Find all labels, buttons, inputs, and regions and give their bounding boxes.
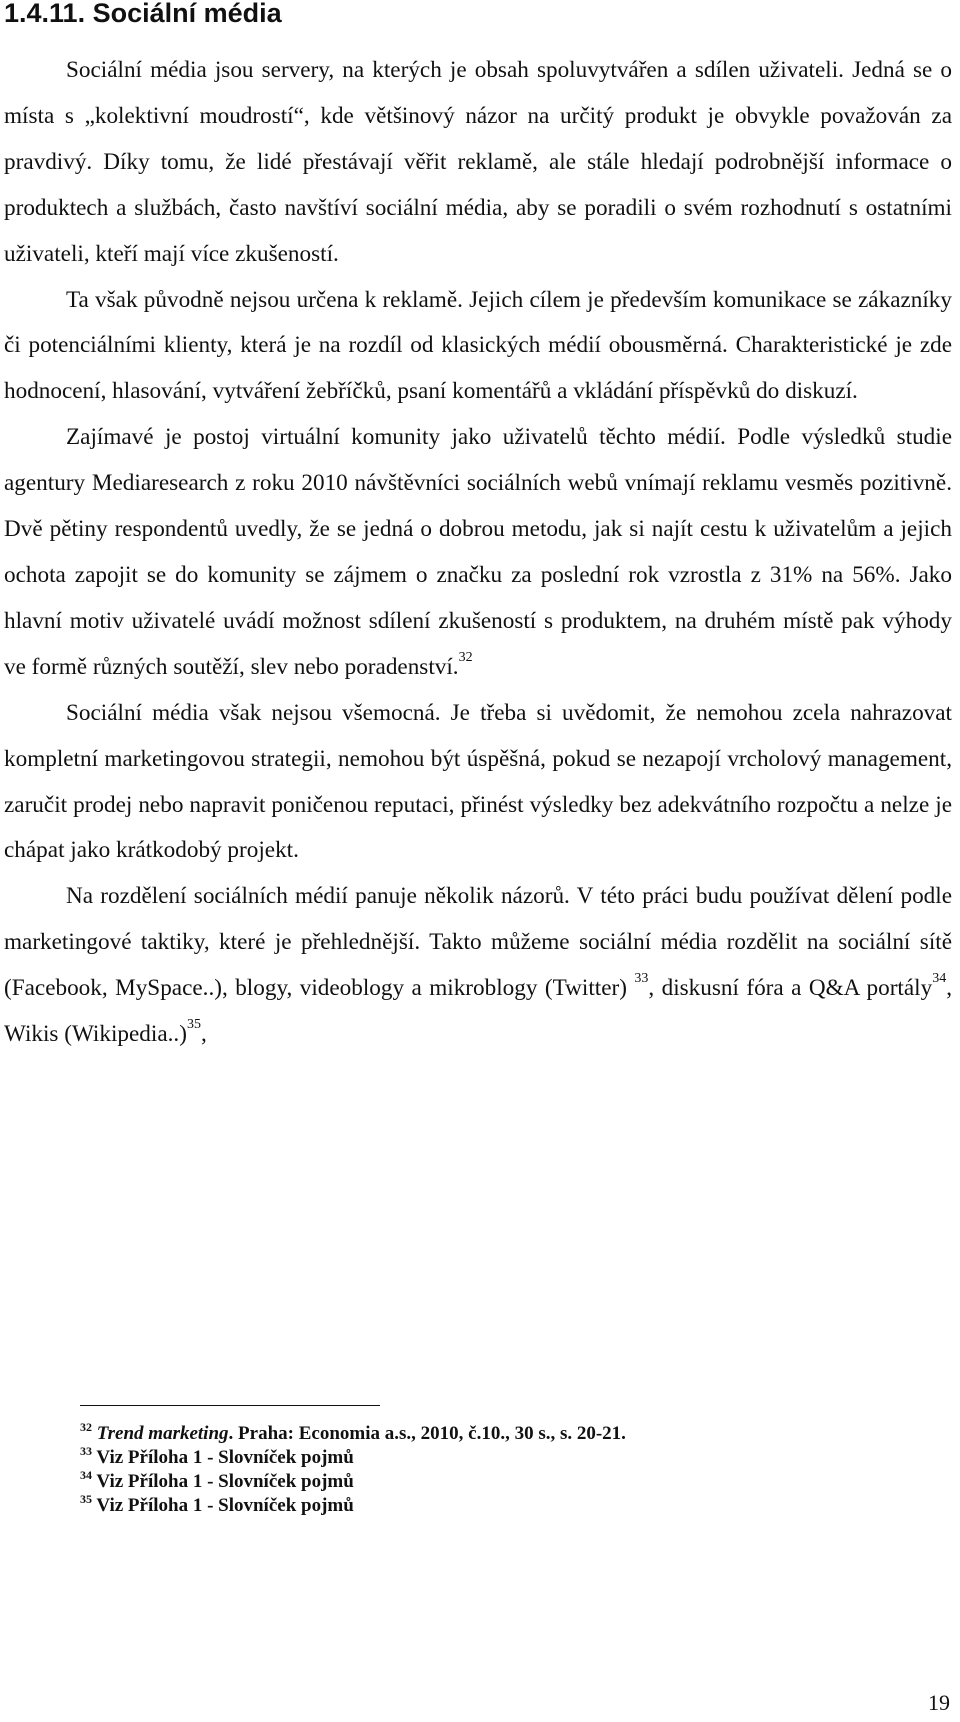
paragraph-text: Ta však původně nejsou určena k reklamě. Jejich cílem je především komunikace se zákazníky či potenciálními klienty, která je na rozdíl od klasických médií obousměrná. Charakteristické je zde hodnocení, hlasování, vytváření žebříčků, psaní komentářů a vkládání příspěvků do diskuzí. [4,286,952,405]
page-number: 19 [928,1690,950,1715]
paragraph-text: , [200,1021,207,1048]
paragraph-text: , diskusní fóra a Q&A portály [648,975,933,1002]
footnote-ref-32[interactable]: 32 [458,649,473,665]
footnote-text: . Praha: Economia a.s., 2010, č.10., 30 s., s. 20-21. [228,1423,626,1444]
paragraph-text: Zajímavé je postoj virtuální komunity jako uživatelů těchto médií. Podle výsledků studie agentury Mediaresearch z roku 2010 návštěvníci sociálních webů vnímají reklamu vesměs pozitivně. Dvě pětiny respondentů uvedly, že se jedná o dobrou metodu, jak si najít cestu k uživatelům a jejich ochota zapojit se do komunity se zájmem o značku za poslední rok vzrostla z 31% na 56%. Jako hlavní motiv uživatelé uvádí možnost sdílení zkušeností s produktem, na druhém místě pak výhody ve formě různých soutěží, slev nebo poradenství. [4,424,952,680]
footnotes [80,1422,626,1518]
footnote-34 [80,1470,626,1494]
paragraph-2 [4,278,952,416]
footnote-ref-33[interactable]: 33 [634,971,649,987]
section-heading: 1.4.11. Sociální média [4,0,282,28]
footnote-text: Viz Příloha 1 - Slovníček pojmů [96,1471,354,1492]
footnote-ref-35[interactable]: 35 [186,1017,201,1033]
footnote-number: 34 [80,1468,92,1482]
paragraph-text: Sociální média jsou servery, na kterých je obsah spoluvytvářen a sdílen uživateli. Jedná se o místa s „kolektivní moudrostí“, kde většinový názor na určitý produkt je obvykle považován za pravdivý. Díky tomu, že lidé přestávají věřit reklamě, ale stále hledají podrobnější informace o produktech a službách, často navštíví sociální média, aby se poradili o svém rozhodnutí s ostatními uživateli, kteří mají více zkušeností. [4,57,952,267]
footnote-divider [80,1405,380,1406]
footnote-ref-34[interactable]: 34 [932,971,947,987]
paragraph-text: Sociální média však nejsou všemocná. Je třeba si uvědomit, že nemohou zcela nahrazovat kompletní marketingovou strategii, nemohou být úspěšná, pokud se nezapojí vrcholový management, zaručit prodej nebo napravit poničenou reputaci, přinést výsledky bez adekvátního rozpočtu a nelze je chápat jako krátkodobý projekt. [4,699,952,864]
footnote-number: 33 [80,1444,92,1458]
paragraph-text: Na rozdělení sociálních médií panuje několik názorů. V této práci budu používat dělení podle marketingové taktiky, které je přehlednější. Takto můžeme sociální média rozdělit na sociální sítě (Facebook, MySpace..), blogy, videoblogy a mikroblogy (Twitter) [4,883,952,1002]
footnote-number: 32 [80,1420,92,1434]
footnote-33 [80,1446,626,1470]
paragraph-3 [4,415,952,690]
footnote-35 [80,1494,626,1518]
footnote-title: Trend marketing [96,1423,229,1444]
paragraph-4 [4,691,952,875]
footnote-text: Viz Příloha 1 - Slovníček pojmů [96,1495,354,1516]
paragraph-5 [4,874,952,1058]
paragraph-1 [4,48,952,278]
paragraph-text: , Wikis (Wikipedia..) [4,975,952,1048]
footnote-32 [80,1422,626,1446]
body-text [4,48,952,1058]
footnote-number: 35 [80,1492,92,1506]
footnote-text: Viz Příloha 1 - Slovníček pojmů [96,1447,354,1468]
